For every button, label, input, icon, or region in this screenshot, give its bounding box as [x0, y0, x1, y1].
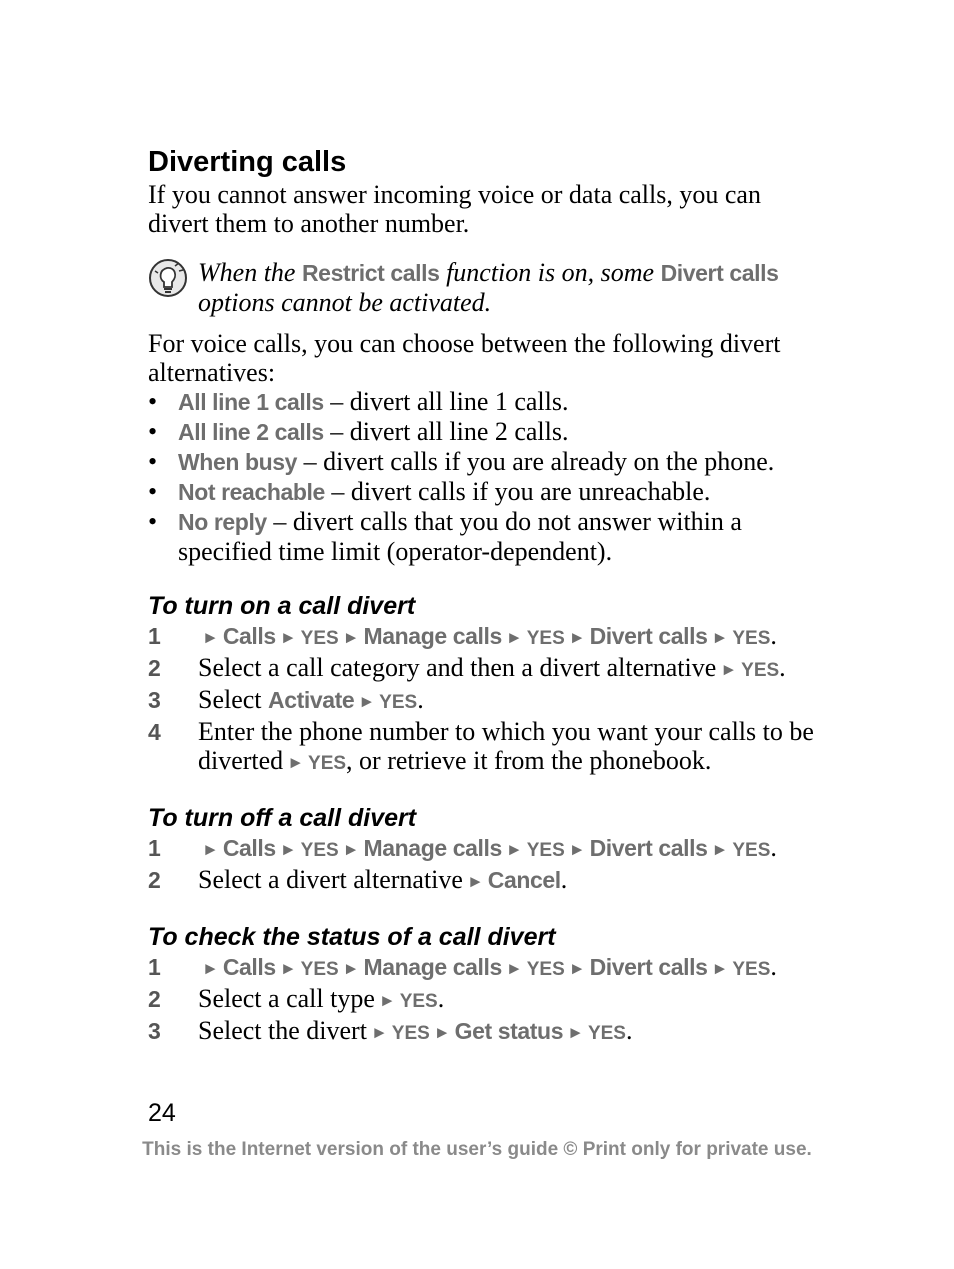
option-desc: – divert all line 2 calls. — [323, 417, 569, 446]
yes-key: YES — [526, 628, 565, 649]
period: . — [779, 653, 786, 682]
step-text: Select a call category and then a divert alternative — [198, 653, 717, 682]
step-number: 3 — [148, 1018, 161, 1044]
arrow-icon: ► — [202, 840, 219, 859]
note-text: function is on, some — [439, 258, 661, 287]
step-number: 1 — [148, 623, 161, 649]
section-heading: To turn on a call divert — [148, 592, 416, 620]
step — [148, 621, 828, 653]
arrow-icon: ► — [568, 840, 586, 859]
yes-key: YES — [300, 840, 339, 861]
menu-divert-calls: Divert calls — [660, 260, 779, 286]
step-text: Select a divert alternative — [198, 865, 463, 894]
page-title: Diverting calls — [148, 146, 347, 178]
arrow-icon: ► — [567, 1023, 584, 1042]
step — [148, 952, 828, 984]
period: . — [437, 984, 445, 1013]
list-item — [148, 447, 828, 477]
arrow-icon: ► — [505, 959, 523, 978]
arrow-icon: ► — [342, 840, 360, 859]
yes-key: YES — [300, 628, 339, 649]
step-number: 3 — [148, 687, 161, 713]
option-desc: – divert calls if you are already on the phone. — [297, 447, 775, 476]
list-item — [148, 507, 828, 566]
option-desc: – divert calls that you do not answer within a specified time limit (operator-dependent). — [178, 507, 742, 566]
period: . — [770, 952, 777, 981]
steps-list — [148, 621, 828, 778]
yes-key: YES — [526, 959, 565, 980]
arrow-icon: ► — [370, 1023, 388, 1042]
menu-manage-calls: Manage calls — [363, 835, 502, 861]
option-desc: – divert all line 1 calls. — [323, 387, 569, 416]
step — [148, 833, 828, 865]
step-text: Enter the phone number to which you want your calls to be diverted — [198, 717, 814, 775]
menu-calls: Calls — [222, 835, 276, 861]
menu-calls: Calls — [222, 623, 276, 649]
step-number: 2 — [148, 655, 161, 681]
arrow-icon: ► — [568, 959, 586, 978]
yes-key: YES — [741, 660, 780, 681]
menu-option: All line 2 calls — [178, 419, 324, 445]
step — [148, 984, 828, 1016]
period: . — [770, 833, 777, 862]
note-text: When the — [198, 258, 302, 287]
menu-option: Not reachable — [178, 479, 325, 505]
step — [148, 653, 828, 685]
yes-key: YES — [732, 840, 771, 861]
arrow-icon: ► — [279, 959, 297, 978]
step — [148, 717, 828, 778]
yes-key: YES — [379, 692, 418, 713]
option-desc: – divert calls if you are unreachable. — [324, 477, 711, 506]
section-heading: To turn off a call divert — [148, 804, 417, 832]
arrow-icon: ► — [711, 840, 729, 859]
menu-manage-calls: Manage calls — [363, 954, 502, 980]
menu-cancel: Cancel — [487, 867, 561, 893]
section-turn-off — [148, 804, 828, 897]
alternatives-list — [148, 387, 828, 566]
intro-paragraph: If you cannot answer incoming voice or data calls, you can divert them to another number. — [148, 180, 761, 238]
step-number: 4 — [148, 719, 161, 745]
arrow-icon: ► — [466, 872, 484, 891]
page-number: 24 — [148, 1099, 176, 1127]
step — [148, 865, 828, 897]
menu-divert-calls: Divert calls — [589, 954, 708, 980]
arrow-icon: ► — [505, 840, 523, 859]
yes-key: YES — [587, 1023, 626, 1044]
yes-key: YES — [308, 753, 347, 774]
section-check-status — [148, 923, 828, 1048]
menu-option: All line 1 calls — [178, 389, 324, 415]
bullet: • — [148, 507, 158, 536]
period: . — [770, 621, 777, 650]
step — [148, 1016, 828, 1048]
alternatives-intro: For voice calls, you can choose between the following divert alternatives: — [148, 329, 781, 387]
arrow-icon: ► — [378, 991, 396, 1010]
yes-key: YES — [732, 628, 771, 649]
yes-key: YES — [526, 840, 565, 861]
arrow-icon: ► — [342, 959, 360, 978]
period: . — [560, 865, 568, 894]
arrow-icon: ► — [358, 692, 376, 711]
menu-manage-calls: Manage calls — [363, 623, 502, 649]
arrow-icon: ► — [279, 628, 297, 647]
page-content — [148, 144, 828, 1048]
step-text: Select the divert — [198, 1016, 367, 1045]
list-item — [148, 417, 828, 447]
step-number: 2 — [148, 867, 161, 893]
step-number: 2 — [148, 986, 161, 1012]
menu-restrict-calls: Restrict calls — [301, 260, 440, 286]
note-text: options cannot be activated. — [198, 288, 492, 317]
arrow-icon: ► — [711, 959, 729, 978]
bullet: • — [148, 417, 158, 446]
bullet: • — [148, 447, 158, 476]
period: . — [417, 685, 424, 714]
menu-divert-calls: Divert calls — [589, 623, 708, 649]
lightbulb-icon — [148, 258, 188, 298]
menu-activate: Activate — [268, 687, 355, 713]
arrow-icon: ► — [568, 628, 586, 647]
arrow-icon: ► — [202, 959, 219, 978]
menu-divert-calls: Divert calls — [589, 835, 708, 861]
section-turn-on — [148, 592, 828, 778]
list-item — [148, 477, 828, 507]
bullet: • — [148, 387, 158, 416]
list-item — [148, 387, 828, 417]
arrow-icon: ► — [342, 628, 360, 647]
arrow-icon: ► — [287, 753, 305, 772]
yes-key: YES — [732, 959, 771, 980]
menu-calls: Calls — [222, 954, 276, 980]
step-text: Select a call type — [198, 984, 375, 1013]
arrow-icon: ► — [711, 628, 729, 647]
step-number: 1 — [148, 954, 161, 980]
arrow-icon: ► — [505, 628, 523, 647]
step-number: 1 — [148, 835, 161, 861]
arrow-icon: ► — [279, 840, 297, 859]
step-text-after: , or retrieve it from the phonebook. — [346, 746, 712, 775]
step — [148, 685, 828, 717]
step-text: Select — [198, 685, 269, 714]
yes-key: YES — [300, 959, 339, 980]
menu-get-status: Get status — [454, 1018, 564, 1044]
steps-list — [148, 833, 828, 897]
steps-list — [148, 952, 828, 1048]
section-heading: To check the status of a call divert — [148, 923, 556, 951]
footer-notice: This is the Internet version of the user’s guide © Print only for private use. — [142, 1139, 812, 1160]
bullet: • — [148, 477, 158, 506]
menu-option: No reply — [178, 509, 267, 535]
arrow-icon: ► — [433, 1023, 451, 1042]
period: . — [625, 1016, 633, 1045]
yes-key: YES — [391, 1023, 430, 1044]
arrow-icon: ► — [720, 660, 738, 679]
yes-key: YES — [399, 991, 438, 1012]
menu-option: When busy — [178, 449, 298, 475]
arrow-icon: ► — [202, 628, 219, 647]
note-block — [148, 258, 828, 317]
